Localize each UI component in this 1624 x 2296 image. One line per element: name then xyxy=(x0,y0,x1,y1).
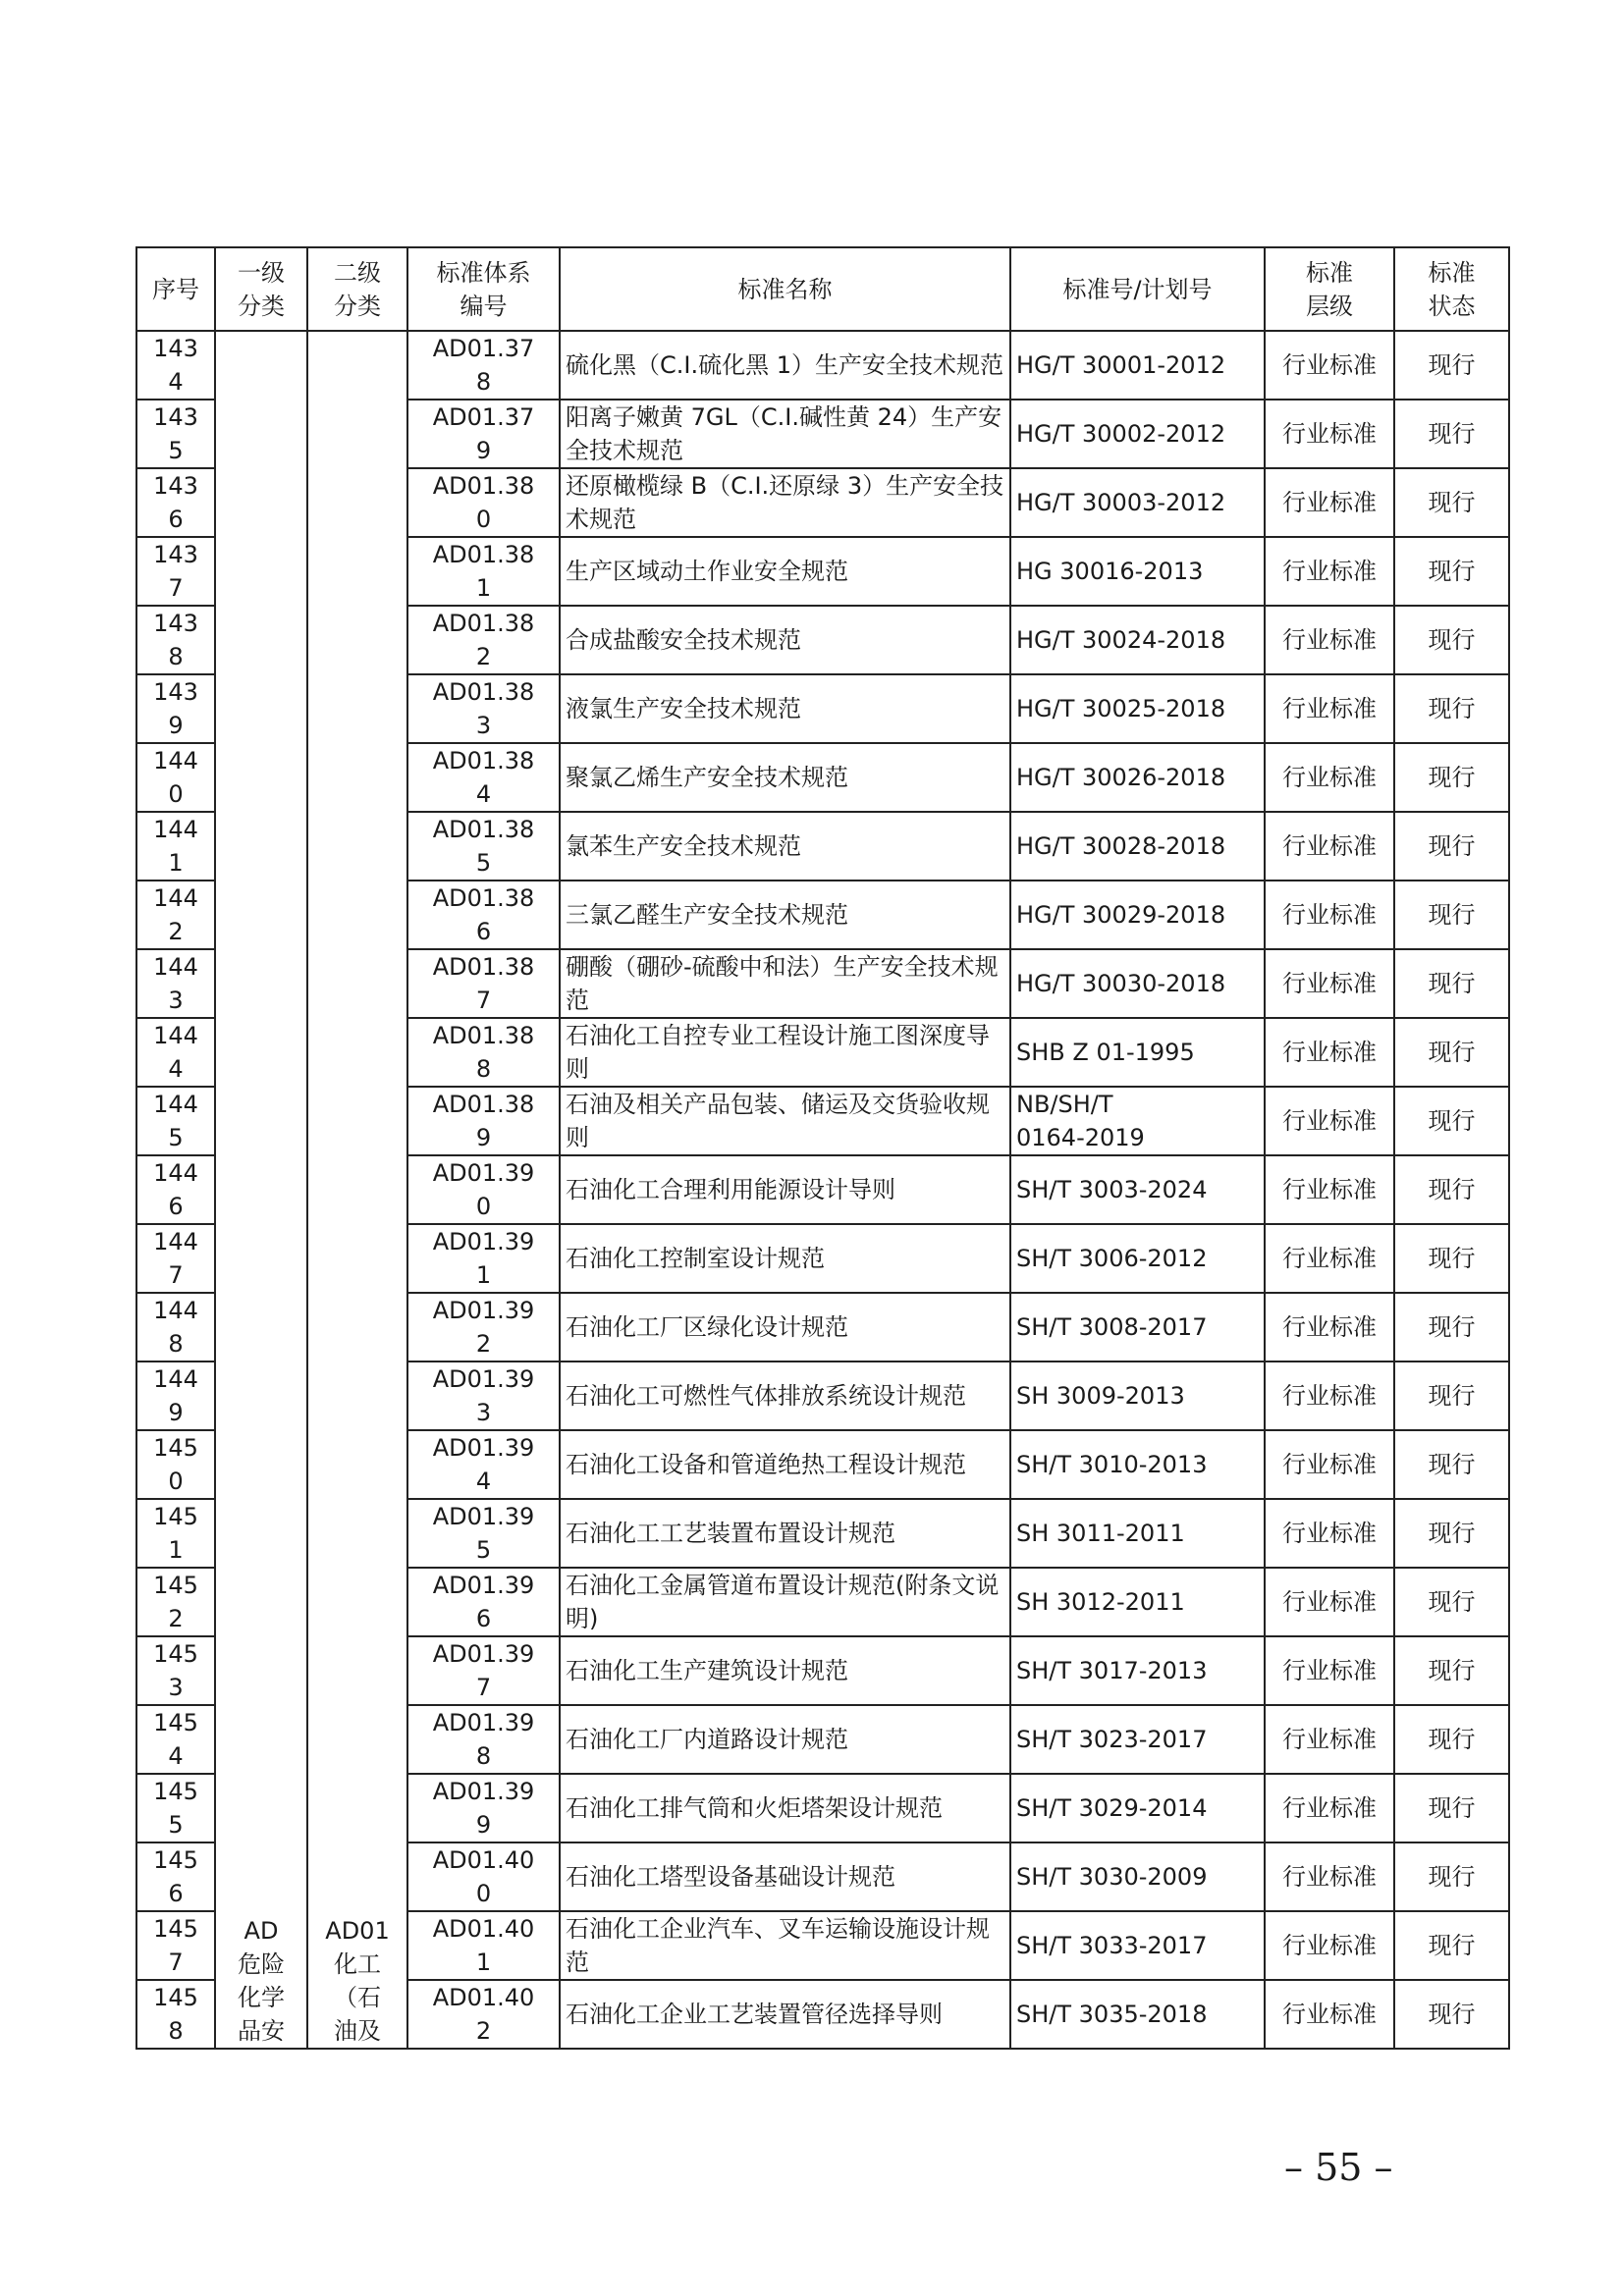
row-number: HG/T 30025-2018 xyxy=(1010,674,1265,743)
row-name: 石油化工工艺装置布置设计规范 xyxy=(560,1499,1010,1568)
row-tier: 行业标准 xyxy=(1265,674,1394,743)
row-status: 现行 xyxy=(1394,881,1509,949)
row-tier: 行业标准 xyxy=(1265,1842,1394,1911)
row-seq: 145 2 xyxy=(136,1568,215,1636)
row-code: AD01.38 2 xyxy=(407,606,560,674)
header-level1: 一级 分类 xyxy=(215,247,307,331)
row-name: 石油化工生产建筑设计规范 xyxy=(560,1636,1010,1705)
row-name: 石油化工控制室设计规范 xyxy=(560,1224,1010,1293)
row-name: 氯苯生产安全技术规范 xyxy=(560,812,1010,881)
header-seq: 序号 xyxy=(136,247,215,331)
level1-category-line: AD xyxy=(244,1917,279,1945)
row-seq: 144 9 xyxy=(136,1362,215,1430)
row-code: AD01.38 3 xyxy=(407,674,560,743)
row-number: SH/T 3008-2017 xyxy=(1010,1293,1265,1362)
row-name: 石油化工厂区绿化设计规范 xyxy=(560,1293,1010,1362)
row-number: SH 3012-2011 xyxy=(1010,1568,1265,1636)
row-status: 现行 xyxy=(1394,400,1509,468)
row-name: 还原橄榄绿 B（C.I.还原绿 3）生产安全技术规范 xyxy=(560,468,1010,537)
row-seq: 143 7 xyxy=(136,537,215,606)
row-name: 石油化工企业工艺装置管径选择导则 xyxy=(560,1980,1010,2049)
row-status: 现行 xyxy=(1394,812,1509,881)
row-number: SH/T 3003-2024 xyxy=(1010,1155,1265,1224)
row-seq: 144 8 xyxy=(136,1293,215,1362)
row-status: 现行 xyxy=(1394,468,1509,537)
row-tier: 行业标准 xyxy=(1265,1911,1394,1980)
row-code: AD01.38 6 xyxy=(407,881,560,949)
row-name: 石油化工厂内道路设计规范 xyxy=(560,1705,1010,1774)
row-seq: 143 8 xyxy=(136,606,215,674)
row-seq: 143 9 xyxy=(136,674,215,743)
row-name: 石油化工可燃性气体排放系统设计规范 xyxy=(560,1362,1010,1430)
row-code: AD01.39 4 xyxy=(407,1430,560,1499)
row-name: 生产区域动土作业安全规范 xyxy=(560,537,1010,606)
row-tier: 行业标准 xyxy=(1265,606,1394,674)
row-number: SH/T 3017-2013 xyxy=(1010,1636,1265,1705)
table-row xyxy=(136,331,1509,400)
row-name: 石油化工塔型设备基础设计规范 xyxy=(560,1842,1010,1911)
row-status: 现行 xyxy=(1394,331,1509,400)
row-status: 现行 xyxy=(1394,1911,1509,1980)
level2-category-line: 油及 xyxy=(334,2017,381,2045)
row-status: 现行 xyxy=(1394,1774,1509,1842)
row-code: AD01.39 3 xyxy=(407,1362,560,1430)
row-seq: 144 5 xyxy=(136,1087,215,1155)
row-seq: 145 1 xyxy=(136,1499,215,1568)
row-name: 石油化工排气筒和火炬塔架设计规范 xyxy=(560,1774,1010,1842)
row-name: 硼酸（硼砂-硫酸中和法）生产安全技术规范 xyxy=(560,949,1010,1018)
row-tier: 行业标准 xyxy=(1265,468,1394,537)
level1-category-line: 品安 xyxy=(238,2017,285,2045)
row-tier: 行业标准 xyxy=(1265,743,1394,812)
row-code: AD01.40 0 xyxy=(407,1842,560,1911)
row-level1-category xyxy=(215,331,307,2049)
row-number: SH 3009-2013 xyxy=(1010,1362,1265,1430)
row-status: 现行 xyxy=(1394,1980,1509,2049)
row-name: 石油及相关产品包装、储运及交货验收规则 xyxy=(560,1087,1010,1155)
row-number: SH/T 3006-2012 xyxy=(1010,1224,1265,1293)
page-number: – 55 – xyxy=(1284,2146,1393,2189)
level2-category-line: AD01 xyxy=(325,1917,390,1945)
row-tier: 行业标准 xyxy=(1265,1705,1394,1774)
row-seq: 143 6 xyxy=(136,468,215,537)
row-code: AD01.39 5 xyxy=(407,1499,560,1568)
row-tier: 行业标准 xyxy=(1265,881,1394,949)
row-number: HG/T 30026-2018 xyxy=(1010,743,1265,812)
header-code: 标准体系 编号 xyxy=(407,247,560,331)
level2-category-line: （石 xyxy=(334,1984,381,2011)
row-number: SH/T 3010-2013 xyxy=(1010,1430,1265,1499)
row-code: AD01.38 5 xyxy=(407,812,560,881)
row-status: 现行 xyxy=(1394,1499,1509,1568)
header-level2: 二级 分类 xyxy=(307,247,407,331)
level1-category-line: 危险 xyxy=(238,1950,285,1978)
row-tier: 行业标准 xyxy=(1265,1774,1394,1842)
row-tier: 行业标准 xyxy=(1265,1293,1394,1362)
row-number: NB/SH/T 0164-2019 xyxy=(1010,1087,1265,1155)
row-name: 聚氯乙烯生产安全技术规范 xyxy=(560,743,1010,812)
row-status: 现行 xyxy=(1394,949,1509,1018)
row-number: HG/T 30028-2018 xyxy=(1010,812,1265,881)
row-number: SH/T 3030-2009 xyxy=(1010,1842,1265,1911)
row-code: AD01.38 9 xyxy=(407,1087,560,1155)
row-number: HG/T 30001-2012 xyxy=(1010,331,1265,400)
row-seq: 143 5 xyxy=(136,400,215,468)
row-name: 石油化工设备和管道绝热工程设计规范 xyxy=(560,1430,1010,1499)
row-number: HG/T 30003-2012 xyxy=(1010,468,1265,537)
row-code: AD01.39 9 xyxy=(407,1774,560,1842)
row-seq: 145 7 xyxy=(136,1911,215,1980)
row-status: 现行 xyxy=(1394,537,1509,606)
row-seq: 144 0 xyxy=(136,743,215,812)
row-tier: 行业标准 xyxy=(1265,1430,1394,1499)
row-name: 合成盐酸安全技术规范 xyxy=(560,606,1010,674)
row-code: AD01.37 9 xyxy=(407,400,560,468)
row-seq: 144 2 xyxy=(136,881,215,949)
row-number: HG/T 30002-2012 xyxy=(1010,400,1265,468)
row-code: AD01.39 0 xyxy=(407,1155,560,1224)
row-seq: 145 6 xyxy=(136,1842,215,1911)
row-status: 现行 xyxy=(1394,1636,1509,1705)
row-tier: 行业标准 xyxy=(1265,1018,1394,1087)
row-name: 石油化工合理利用能源设计导则 xyxy=(560,1155,1010,1224)
header-name: 标准名称 xyxy=(560,247,1010,331)
row-status: 现行 xyxy=(1394,1430,1509,1499)
row-code: AD01.39 6 xyxy=(407,1568,560,1636)
header-row xyxy=(136,247,1509,331)
row-status: 现行 xyxy=(1394,1362,1509,1430)
row-number: HG/T 30030-2018 xyxy=(1010,949,1265,1018)
row-seq: 144 4 xyxy=(136,1018,215,1087)
row-level2-category xyxy=(307,331,407,2049)
row-status: 现行 xyxy=(1394,1293,1509,1362)
row-number: HG/T 30024-2018 xyxy=(1010,606,1265,674)
row-seq: 145 3 xyxy=(136,1636,215,1705)
row-status: 现行 xyxy=(1394,743,1509,812)
level2-category-line: 化工 xyxy=(334,1950,381,1978)
row-name: 石油化工企业汽车、叉车运输设施设计规范 xyxy=(560,1911,1010,1980)
row-status: 现行 xyxy=(1394,1842,1509,1911)
row-code: AD01.39 7 xyxy=(407,1636,560,1705)
row-tier: 行业标准 xyxy=(1265,1155,1394,1224)
standards-table xyxy=(135,246,1510,2050)
row-status: 现行 xyxy=(1394,606,1509,674)
row-status: 现行 xyxy=(1394,674,1509,743)
row-code: AD01.38 8 xyxy=(407,1018,560,1087)
row-seq: 145 5 xyxy=(136,1774,215,1842)
row-number: SH/T 3023-2017 xyxy=(1010,1705,1265,1774)
row-code: AD01.38 4 xyxy=(407,743,560,812)
row-tier: 行业标准 xyxy=(1265,1568,1394,1636)
row-status: 现行 xyxy=(1394,1568,1509,1636)
row-code: AD01.40 2 xyxy=(407,1980,560,2049)
row-seq: 145 8 xyxy=(136,1980,215,2049)
row-number: HG/T 30029-2018 xyxy=(1010,881,1265,949)
header-number: 标准号/计划号 xyxy=(1010,247,1265,331)
row-tier: 行业标准 xyxy=(1265,537,1394,606)
row-tier: 行业标准 xyxy=(1265,1362,1394,1430)
row-tier: 行业标准 xyxy=(1265,1499,1394,1568)
row-name: 硫化黑（C.I.硫化黑 1）生产安全技术规范 xyxy=(560,331,1010,400)
row-code: AD01.40 1 xyxy=(407,1911,560,1980)
row-name: 液氯生产安全技术规范 xyxy=(560,674,1010,743)
row-name: 阳离子嫩黄 7GL（C.I.碱性黄 24）生产安全技术规范 xyxy=(560,400,1010,468)
row-number: SH/T 3029-2014 xyxy=(1010,1774,1265,1842)
row-seq: 145 4 xyxy=(136,1705,215,1774)
row-name: 石油化工自控专业工程设计施工图深度导则 xyxy=(560,1018,1010,1087)
row-seq: 143 4 xyxy=(136,331,215,400)
row-status: 现行 xyxy=(1394,1705,1509,1774)
row-code: AD01.38 1 xyxy=(407,537,560,606)
row-tier: 行业标准 xyxy=(1265,1087,1394,1155)
row-code: AD01.37 8 xyxy=(407,331,560,400)
row-tier: 行业标准 xyxy=(1265,1980,1394,2049)
row-status: 现行 xyxy=(1394,1087,1509,1155)
row-code: AD01.38 0 xyxy=(407,468,560,537)
row-tier: 行业标准 xyxy=(1265,1224,1394,1293)
row-status: 现行 xyxy=(1394,1018,1509,1087)
row-tier: 行业标准 xyxy=(1265,331,1394,400)
table-body xyxy=(136,331,1509,2049)
row-tier: 行业标准 xyxy=(1265,400,1394,468)
row-code: AD01.39 8 xyxy=(407,1705,560,1774)
header-tier: 标准 层级 xyxy=(1265,247,1394,331)
row-code: AD01.39 2 xyxy=(407,1293,560,1362)
row-number: SH/T 3033-2017 xyxy=(1010,1911,1265,1980)
header-status: 标准 状态 xyxy=(1394,247,1509,331)
row-seq: 144 3 xyxy=(136,949,215,1018)
row-seq: 144 1 xyxy=(136,812,215,881)
row-status: 现行 xyxy=(1394,1155,1509,1224)
row-tier: 行业标准 xyxy=(1265,1636,1394,1705)
row-seq: 144 6 xyxy=(136,1155,215,1224)
row-number: SHB Z 01-1995 xyxy=(1010,1018,1265,1087)
row-name: 石油化工金属管道布置设计规范(附条文说明) xyxy=(560,1568,1010,1636)
row-tier: 行业标准 xyxy=(1265,949,1394,1018)
row-number: SH/T 3035-2018 xyxy=(1010,1980,1265,2049)
row-status: 现行 xyxy=(1394,1224,1509,1293)
row-number: HG 30016-2013 xyxy=(1010,537,1265,606)
row-tier: 行业标准 xyxy=(1265,812,1394,881)
row-number: SH 3011-2011 xyxy=(1010,1499,1265,1568)
row-seq: 145 0 xyxy=(136,1430,215,1499)
row-code: AD01.38 7 xyxy=(407,949,560,1018)
row-code: AD01.39 1 xyxy=(407,1224,560,1293)
level1-category-line: 化学 xyxy=(238,1984,285,2011)
row-name: 三氯乙醛生产安全技术规范 xyxy=(560,881,1010,949)
row-seq: 144 7 xyxy=(136,1224,215,1293)
